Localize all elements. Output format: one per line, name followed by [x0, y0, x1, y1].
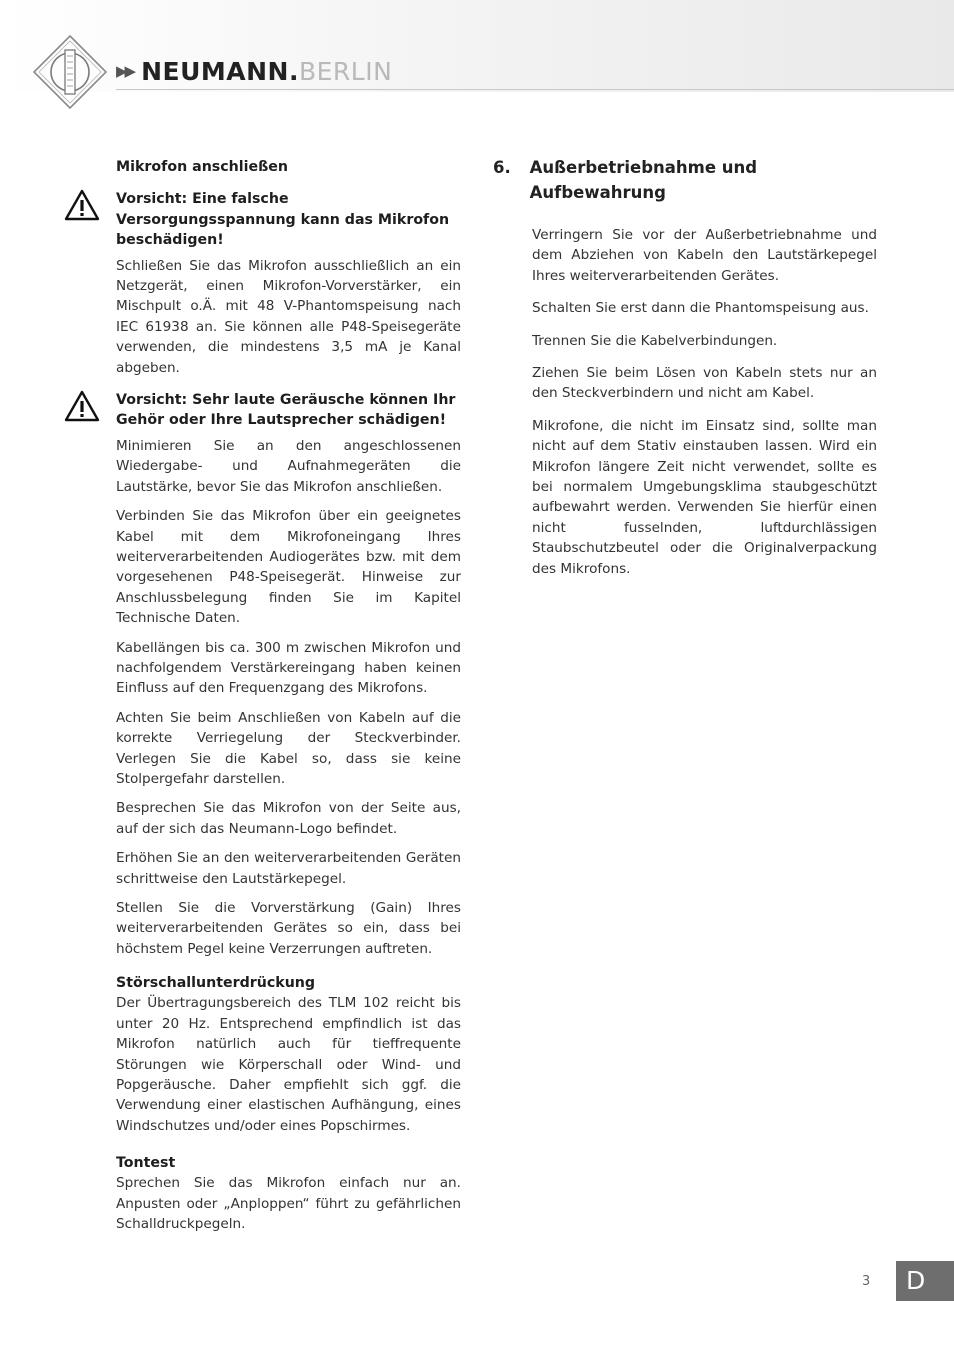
warning-title: Vorsicht: Sehr laute Geräusche können Ihr Gehör oder Ihre Lautsprecher schädigen! — [116, 391, 456, 429]
paragraph: Schließen Sie das Mikrofon ausschließlich an ein Netzgerät, einen Mikrofon-Vorverstärker, ein Mischpult o.Ä. mit 48 V-Phantomspeisung nach IEC 61938 an. Sie können alle P48-Speisegeräte verwenden, die mindestens 3,5 mA je Kanal abgeben. — [116, 257, 461, 376]
warning-block-voltage — [116, 189, 461, 251]
right-column — [493, 155, 877, 591]
paragraph: Erhöhen Sie an den weiterverarbeitenden Geräten schrittweise den Lautstärkepegel. — [116, 850, 461, 887]
paragraph: Minimieren Sie an den angeschlossenen Wiedergabe- und Aufnahmegeräten die Lautstärke, bevor Sie das Mikrofon anschließen. — [116, 437, 461, 495]
left-column — [116, 157, 461, 1243]
brand-wordmark — [116, 54, 392, 88]
paragraph: Verbinden Sie das Mikrofon über ein geeignetes Kabel mit dem Mikrofoneingang Ihres weiterverarbeitenden Audiogerätes bzw. mit dem vorgesehenen P48-Speisegerät. Hinweise zur Anschlussbelegung finden Sie im Kapitel Technische Daten. — [116, 508, 461, 627]
page-number: 3 — [862, 1274, 871, 1289]
paragraph: Der Übertragungsbereich des TLM 102 reicht bis unter 20 Hz. Entsprechend empfindlich ist das Mikrofon natürlich auch für tieffrequente Störungen wie Körperschall oder Wind- und Popgeräusche. Daher empfiehlt sich ggf. die Verwendung einer elastischen Aufhängung, eines Windschutzes und/oder eines Popschirmes. — [116, 995, 461, 1134]
paragraph: Stellen Sie die Vorverstärkung (Gain) Ihres weiterverarbeitenden Gerätes so ein, dass bei höchstem Pegel keine Verzerrungen auftreten. — [116, 900, 461, 957]
warning-title: Vorsicht: Eine falsche Versorgungsspannung kann das Mikrofon beschädigen! — [116, 191, 450, 248]
section-heading — [493, 155, 877, 205]
section-body — [532, 225, 877, 579]
connect-heading: Mikrofon anschließen — [116, 159, 289, 175]
test-heading: Tontest — [116, 1155, 176, 1172]
section-title: Außerbetriebnahme und Aufbewahrung — [529, 158, 758, 202]
double-chevron-right-icon: ▶▶ — [116, 62, 134, 80]
paragraph: Achten Sie beim Anschließen von Kabeln auf die korrekte Verriegelung der Steckverbinder. Verlegen Sie die Kabel so, dass sie keine Stolpergefahr darstellen. — [116, 709, 461, 788]
paragraph: Sprechen Sie das Mikrofon einfach nur an. Anpusten oder „Anploppen“ führt zu gefährlichen Schalldruckpegeln. — [116, 1175, 461, 1232]
paragraph: Besprechen Sie das Mikrofon von der Seite aus, auf der sich das Neumann-Logo befindet. — [116, 800, 461, 837]
warning-block-loudness — [116, 390, 461, 431]
paragraph: Kabellängen bis ca. 300 m zwischen Mikrofon und nachfolgendem Verstärkereingang haben keinen Einfluss auf den Frequenzgang des Mikrofons. — [116, 639, 461, 697]
paragraph: Mikrofone, die nicht im Einsatz sind, sollte man nicht auf dem Stativ einstauben lassen. Wird ein Mikrofon längere Zeit nicht verwendet, sollte es bei normalem Umgebungsklima staubgeschützt aufbewahrt werden. Verwenden Sie hierfür einen nicht fusselnden, luftdurchlässigen Staubschutzbeutel oder die Originalverpackung des Mikrofons. — [532, 417, 877, 577]
header-rule — [116, 89, 954, 90]
warning-triangle-icon — [64, 390, 100, 422]
neumann-diamond-logo-icon — [32, 34, 108, 110]
paragraph: Verringern Sie vor der Außerbetriebnahme und dem Abziehen von Kabeln den Lautstärkepegel Ihres weiterverarbeitenden Gerätes. — [532, 227, 877, 284]
warning-triangle-icon — [64, 189, 100, 221]
language-tab: D — [896, 1261, 954, 1301]
paragraph: Ziehen Sie beim Lösen von Kabeln stets nur an den Steckverbindern und nicht am Kabel. — [532, 365, 877, 402]
noise-heading: Störschallunterdrückung — [116, 975, 316, 992]
paragraph: Trennen Sie die Kabelverbindungen. — [532, 332, 778, 349]
paragraph: Schalten Sie erst dann die Phantomspeisung aus. — [532, 300, 869, 317]
brand-main: NEUMANN. — [141, 56, 299, 86]
section-number: 6. — [493, 158, 511, 177]
brand-sub: BERLIN — [298, 56, 393, 86]
